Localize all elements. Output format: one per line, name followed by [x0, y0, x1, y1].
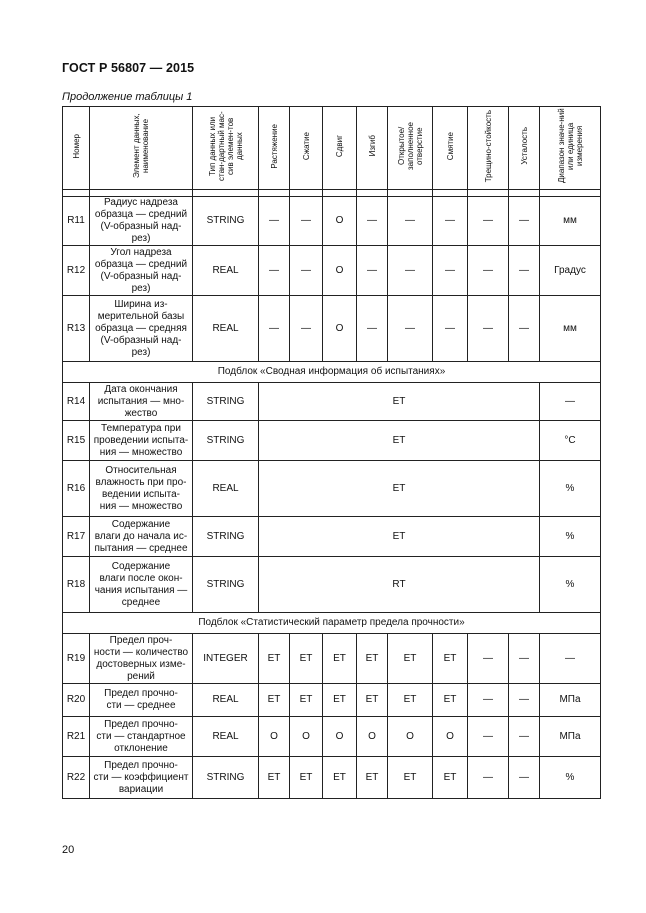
name-line: проведении испыта-	[93, 434, 189, 446]
name-line: влаги до начала ис-	[94, 530, 188, 542]
data-type: STRING	[193, 197, 259, 246]
value-cell: O	[323, 197, 357, 246]
value-cell: ET	[388, 634, 433, 684]
value-cell: ET	[388, 684, 433, 717]
name-line: пытания — среднее	[94, 542, 188, 554]
value-cell: —	[357, 246, 388, 296]
name-line: жество	[124, 407, 158, 419]
name-line: рез)	[131, 282, 151, 294]
name-line: влажность при про-	[95, 476, 187, 488]
unit-cell: %	[540, 517, 601, 557]
value-cell: —	[468, 197, 509, 246]
value-cell: O	[433, 717, 468, 757]
header-cell	[433, 107, 468, 190]
value-cell: —	[290, 296, 323, 362]
name-line: Предел прочно-	[104, 688, 178, 699]
name-line: Температура при	[101, 422, 181, 434]
value-cell: O	[388, 717, 433, 757]
name-line: ния — множество	[99, 446, 183, 458]
data-table	[62, 106, 601, 799]
row-number: R13	[63, 296, 90, 362]
name-line: достоверных изме-	[96, 658, 186, 670]
name-line: Радиус надреза	[104, 197, 178, 208]
header-label: Изгиб	[367, 135, 377, 157]
name-line: (V-образный над-	[100, 334, 182, 346]
header-cell	[90, 107, 193, 190]
table-row	[63, 421, 601, 461]
value-cell: ET	[323, 684, 357, 717]
name-line: рений	[127, 670, 155, 682]
name-line: ведении испыта-	[102, 488, 180, 500]
header-label: Смятие	[445, 131, 455, 161]
table-row	[63, 517, 601, 557]
value-cell: —	[509, 197, 540, 246]
document-title: ГОСТ Р 56807 — 2015	[62, 61, 195, 75]
header-cell	[388, 107, 433, 190]
name-line: Ширина из-	[114, 298, 168, 310]
data-type: STRING	[193, 517, 259, 557]
value-cell: —	[468, 757, 509, 799]
name-cell	[90, 757, 193, 799]
unit-cell: мм	[540, 197, 601, 246]
value-cell: ET	[357, 634, 388, 684]
name-cell	[90, 461, 193, 517]
subblock-row	[63, 362, 601, 383]
table-row	[63, 557, 601, 613]
value-cell: ET	[259, 757, 290, 799]
value-cell: ET	[433, 757, 468, 799]
value-cell: —	[468, 296, 509, 362]
row-number: R21	[63, 717, 90, 757]
header-label: Номер	[71, 133, 81, 159]
value-span-cell: ET	[259, 517, 540, 557]
name-cell	[90, 517, 193, 557]
row-number: R22	[63, 757, 90, 799]
table-row	[63, 461, 601, 517]
header-label: Диапазон значе-ний или единица измерения	[556, 108, 584, 184]
value-cell: —	[388, 246, 433, 296]
name-cell	[90, 383, 193, 421]
value-cell: —	[509, 634, 540, 684]
name-cell	[90, 634, 193, 684]
header-cell	[290, 107, 323, 190]
data-type: STRING	[193, 421, 259, 461]
value-cell: —	[388, 296, 433, 362]
data-type: REAL	[193, 296, 259, 362]
value-cell: —	[433, 246, 468, 296]
name-line: вариации	[118, 783, 164, 795]
name-line: Содержание	[111, 560, 171, 572]
name-line: Предел прочно-	[104, 759, 178, 771]
table-caption: Продолжение таблицы 1	[62, 91, 193, 103]
data-type: STRING	[193, 383, 259, 421]
name-line: сти — среднее	[106, 700, 176, 711]
name-line: испытания — мно-	[97, 395, 185, 407]
header-cell	[193, 107, 259, 190]
name-line: ния — множество	[99, 500, 183, 512]
page-number: 20	[62, 844, 75, 856]
name-line: Дата окончания	[104, 383, 178, 395]
name-cell	[90, 421, 193, 461]
name-line: Угол надреза	[110, 246, 172, 258]
row-number: R16	[63, 461, 90, 517]
value-cell: O	[323, 296, 357, 362]
header-cell	[468, 107, 509, 190]
header-cell	[259, 107, 290, 190]
name-line: рез)	[131, 233, 151, 244]
row-number: R15	[63, 421, 90, 461]
value-span-cell: ET	[259, 383, 540, 421]
name-line: (V-образный над-	[100, 221, 182, 232]
table-body	[63, 197, 601, 799]
value-cell: —	[468, 684, 509, 717]
value-cell: —	[259, 197, 290, 246]
unit-cell: мм	[540, 296, 601, 362]
name-cell	[90, 197, 193, 246]
table-row	[63, 757, 601, 799]
unit-cell: %	[540, 461, 601, 517]
header-label: Сдвиг	[335, 134, 344, 158]
value-cell: —	[357, 197, 388, 246]
subblock-heading: Подблок «Статистический параметр предела прочности»	[63, 613, 601, 634]
table-row	[63, 296, 601, 362]
unit-cell: Градус	[540, 246, 601, 296]
row-number: R19	[63, 634, 90, 684]
subblock-heading: Подблок «Сводная информация об испытаниях»	[63, 362, 601, 383]
value-cell: ET	[357, 684, 388, 717]
table-row	[63, 197, 601, 246]
value-cell: —	[290, 197, 323, 246]
data-type: REAL	[193, 461, 259, 517]
value-cell: O	[323, 717, 357, 757]
unit-cell: МПа	[540, 684, 601, 717]
value-cell: —	[468, 634, 509, 684]
unit-cell: %	[540, 757, 601, 799]
table-row	[63, 634, 601, 684]
value-span-cell: ET	[259, 421, 540, 461]
table-row	[63, 246, 601, 296]
row-number: R17	[63, 517, 90, 557]
value-cell: ET	[259, 684, 290, 717]
data-type: STRING	[193, 557, 259, 613]
value-cell: —	[259, 246, 290, 296]
name-line: (V-образный над-	[100, 270, 182, 282]
name-line: образца — средний	[94, 258, 188, 270]
data-type: REAL	[193, 246, 259, 296]
header-cell	[540, 107, 601, 190]
header-cell	[323, 107, 357, 190]
value-cell: ET	[290, 634, 323, 684]
data-type: INTEGER	[193, 634, 259, 684]
table-row	[63, 684, 601, 717]
name-cell	[90, 717, 193, 757]
value-cell: —	[433, 197, 468, 246]
header-label: Элемент данных, наименование	[132, 113, 150, 179]
name-line: влаги после окон-	[99, 572, 183, 584]
name-line: Предел прочно-	[104, 718, 178, 730]
name-cell	[90, 557, 193, 613]
value-cell: ET	[388, 757, 433, 799]
value-cell: —	[388, 197, 433, 246]
value-cell: —	[433, 296, 468, 362]
value-span-cell: ET	[259, 461, 540, 517]
name-cell	[90, 246, 193, 296]
subblock-row	[63, 613, 601, 634]
unit-cell: —	[540, 383, 601, 421]
value-cell: —	[509, 684, 540, 717]
row-number: R14	[63, 383, 90, 421]
name-cell	[90, 296, 193, 362]
name-line: Предел проч-	[109, 634, 173, 646]
value-cell: ET	[433, 684, 468, 717]
value-cell: ET	[433, 634, 468, 684]
data-type: REAL	[193, 717, 259, 757]
header-label: Тип данных или стан-дартный мас-сив элемен-тов данных	[207, 111, 244, 181]
header-label: Открытое/ заполненное отверстие	[396, 122, 424, 170]
unit-cell: °C	[540, 421, 601, 461]
row-number: R12	[63, 246, 90, 296]
value-cell: ET	[290, 684, 323, 717]
name-line: чания испытания —	[94, 584, 188, 596]
name-line: Содержание	[111, 518, 171, 530]
value-cell: ET	[323, 757, 357, 799]
value-cell: —	[259, 296, 290, 362]
name-line: мерительной базы	[97, 310, 185, 322]
value-cell: ET	[323, 634, 357, 684]
row-number: R18	[63, 557, 90, 613]
unit-cell: МПа	[540, 717, 601, 757]
data-type: STRING	[193, 757, 259, 799]
name-line: ности — количество	[93, 646, 189, 658]
name-line: рез)	[131, 346, 151, 358]
value-span-cell: RT	[259, 557, 540, 613]
value-cell: —	[509, 246, 540, 296]
table-row	[63, 383, 601, 421]
value-cell: O	[259, 717, 290, 757]
unit-cell: %	[540, 557, 601, 613]
name-line: сти — коэффициент	[93, 771, 189, 783]
name-line: сти — стандартное	[96, 730, 186, 742]
unit-cell: —	[540, 634, 601, 684]
header-cell	[357, 107, 388, 190]
header-label: Трещино-стойкость	[483, 109, 493, 183]
name-line: образца — средняя	[95, 322, 187, 334]
value-cell: ET	[357, 757, 388, 799]
value-cell: —	[357, 296, 388, 362]
table-row	[63, 717, 601, 757]
header-cell	[63, 107, 90, 190]
value-cell: —	[468, 717, 509, 757]
value-cell: —	[468, 246, 509, 296]
name-cell	[90, 684, 193, 717]
name-line: Относительная	[105, 464, 177, 476]
value-cell: —	[290, 246, 323, 296]
header-label: Растяжение	[269, 123, 279, 169]
header-label: Усталость	[519, 127, 529, 165]
name-line: образца — средний	[94, 209, 188, 220]
header-label: Сжатие	[301, 131, 311, 161]
name-line: отклонение	[114, 742, 168, 754]
row-number: R11	[63, 197, 90, 246]
value-cell: —	[509, 757, 540, 799]
name-line: среднее	[121, 596, 161, 608]
value-cell: —	[509, 296, 540, 362]
value-cell: —	[509, 717, 540, 757]
header-cell	[509, 107, 540, 190]
value-cell: O	[290, 717, 323, 757]
spacer-row	[63, 190, 601, 197]
value-cell: O	[323, 246, 357, 296]
header-row	[63, 107, 601, 190]
value-cell: ET	[259, 634, 290, 684]
row-number: R20	[63, 684, 90, 717]
data-type: REAL	[193, 684, 259, 717]
value-cell: ET	[290, 757, 323, 799]
value-cell: O	[357, 717, 388, 757]
